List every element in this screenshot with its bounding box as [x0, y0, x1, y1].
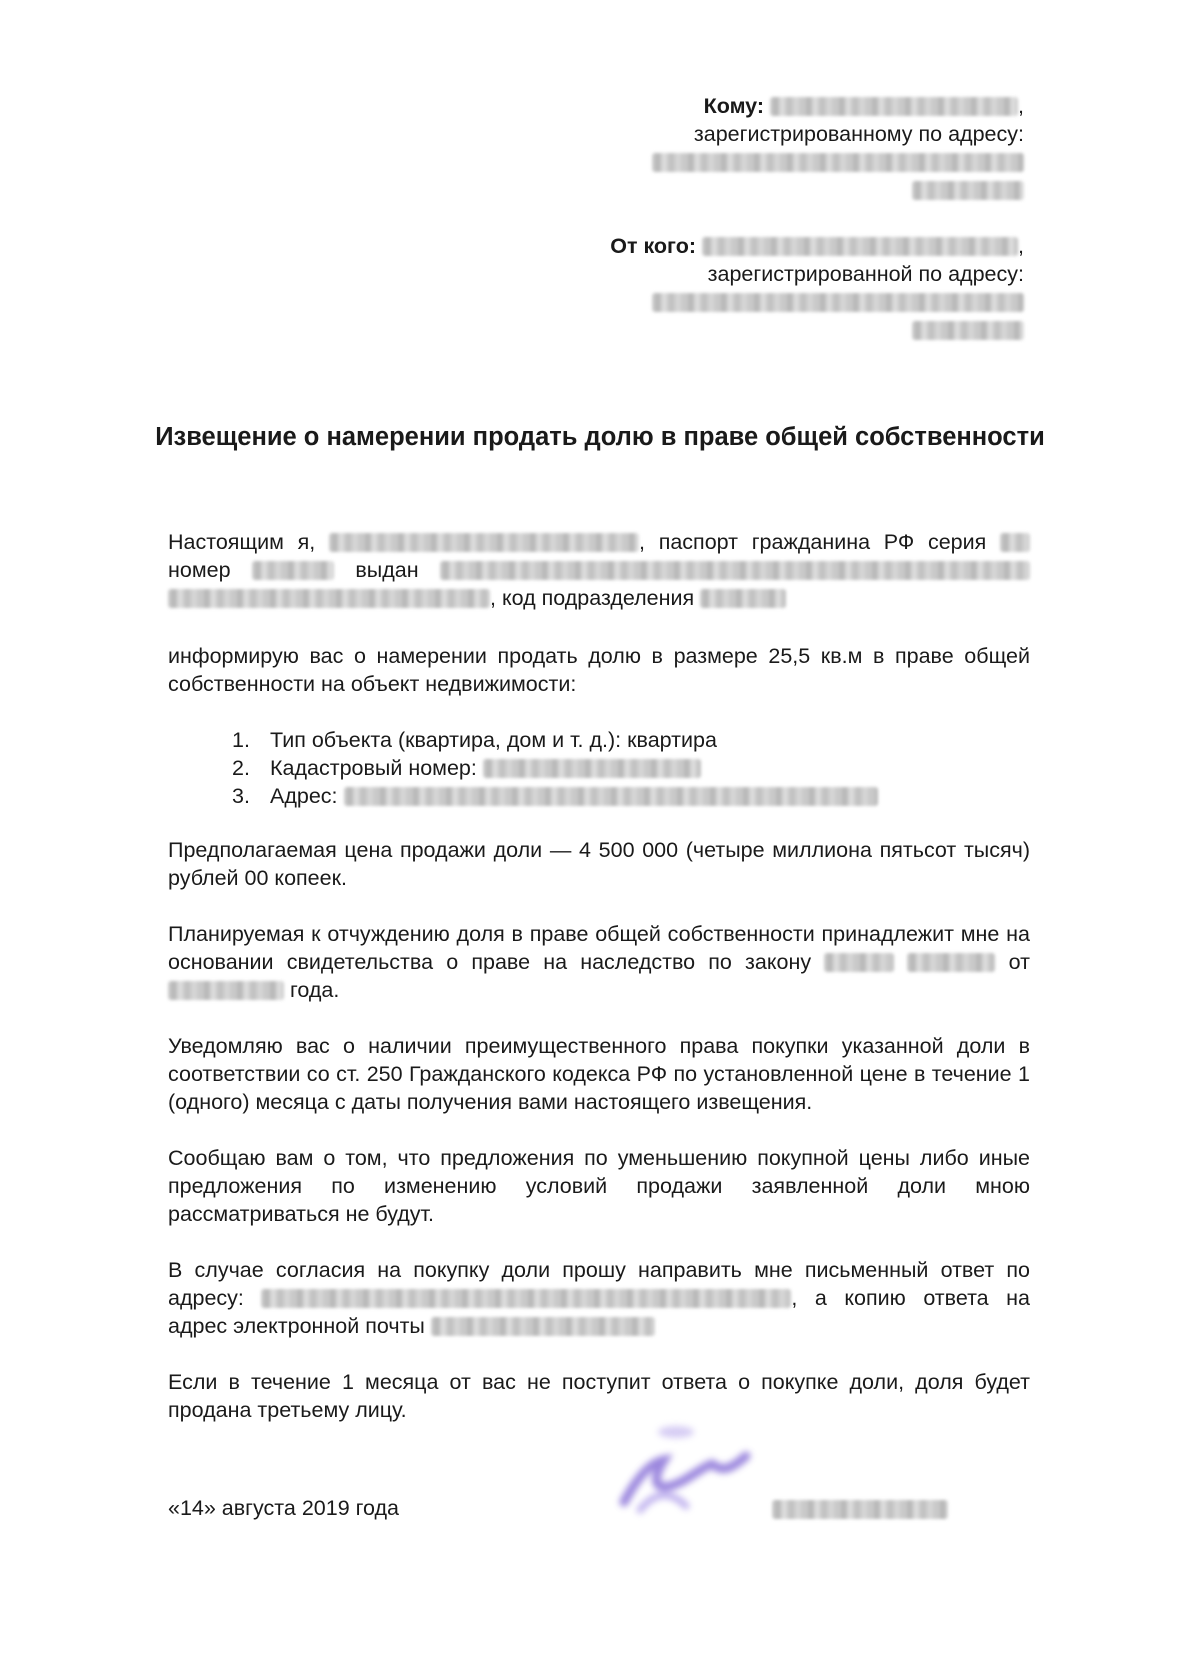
sender-address-line-2 [464, 316, 1024, 344]
redacted-certificate-date [168, 981, 284, 1000]
intro-paragraph: Настоящим я, , паспорт гражданина РФ серия номер выдан , код подразделения [168, 528, 1030, 612]
redacted-cadastral-number [483, 759, 701, 778]
redacted-certificate-number [824, 953, 894, 972]
recipient-address-line-2 [464, 176, 1024, 204]
recipient-name-line: Кому: , [703, 94, 1024, 118]
redacted-certificate-number-cont [907, 953, 995, 972]
list-item: 3. Адрес: [232, 782, 878, 810]
offers-paragraph: Сообщаю вам о том, что предложения по уменьшению покупной цены либо иные предложения по изменению условий продажи заявленной доли мною рассматриваться не будут. [168, 1146, 1030, 1226]
price-paragraph: Предполагаемая цена продажи доли — 4 500 000 (четыре миллиона пятьсот тысяч) рублей 00 копеек. [168, 838, 1030, 890]
redacted-sender-name [702, 237, 1018, 256]
basis-paragraph: Планируемая к отчуждению доля в праве общей собственности принадлежит мне на основании свидетельства о праве на наследство по закону от года. [168, 922, 1031, 1002]
sender-label: От кого: [610, 234, 697, 258]
sender-address-label: зарегистрированной по адресу: [707, 262, 1024, 286]
signature-image [614, 1420, 754, 1520]
sender-block [464, 232, 1024, 344]
recipient-address-line-1 [464, 148, 1024, 176]
redacted-sender-address-cont [912, 321, 1024, 340]
final-paragraph: Если в течение 1 месяца от вас не поступит ответа о покупке доли, доля будет продана третьему лицу. [168, 1370, 1030, 1422]
redacted-passport-issuer [440, 561, 1030, 580]
redacted-signer-name [772, 1500, 948, 1519]
list-item: 1. Тип объекта (квартира, дом и т. д.): квартира [232, 728, 717, 752]
list-item: 2. Кадастровый номер: [232, 754, 878, 782]
recipient-block [464, 92, 1024, 204]
property-list [232, 726, 878, 810]
notice-paragraph: Уведомляю вас о наличии преимущественного права покупки указанной доли в соответствии со ст. 250 Гражданского кодекса РФ по установленной цене в течение 1 (одного) месяца с даты получения вами настоящего извещения. [168, 1034, 1030, 1114]
redacted-sender-address [652, 293, 1024, 312]
sender-name-line: От кого: , [610, 234, 1024, 258]
redacted-passport-series [1000, 533, 1030, 552]
redacted-reply-address [261, 1289, 791, 1308]
redacted-division-code [700, 589, 786, 608]
redacted-email [431, 1317, 655, 1336]
recipient-label: Кому: [703, 94, 765, 118]
redacted-passport-issuer-cont [168, 589, 490, 608]
sender-address-line-1 [464, 288, 1024, 316]
redacted-recipient-address-cont [912, 181, 1024, 200]
redacted-recipient-name [770, 97, 1018, 116]
redacted-property-address [344, 787, 878, 806]
document-date: «14» августа 2019 года [168, 1496, 399, 1520]
consent-paragraph: В случае согласия на покупку доли прошу направить мне письменный ответ по адресу: , а копию ответа на адрес электронной почты [168, 1258, 1030, 1338]
inform-paragraph: информирую вас о намерении продать долю в размере 25,5 кв.м в праве общей собственности на объект недвижимости: [168, 644, 1030, 696]
redacted-seller-name [329, 533, 639, 552]
redacted-recipient-address [652, 153, 1024, 172]
document-title: Извещение о намерении продать долю в праве общей собственности [155, 423, 1045, 451]
redacted-passport-number [252, 561, 334, 580]
recipient-address-label: зарегистрированному по адресу: [693, 122, 1024, 146]
